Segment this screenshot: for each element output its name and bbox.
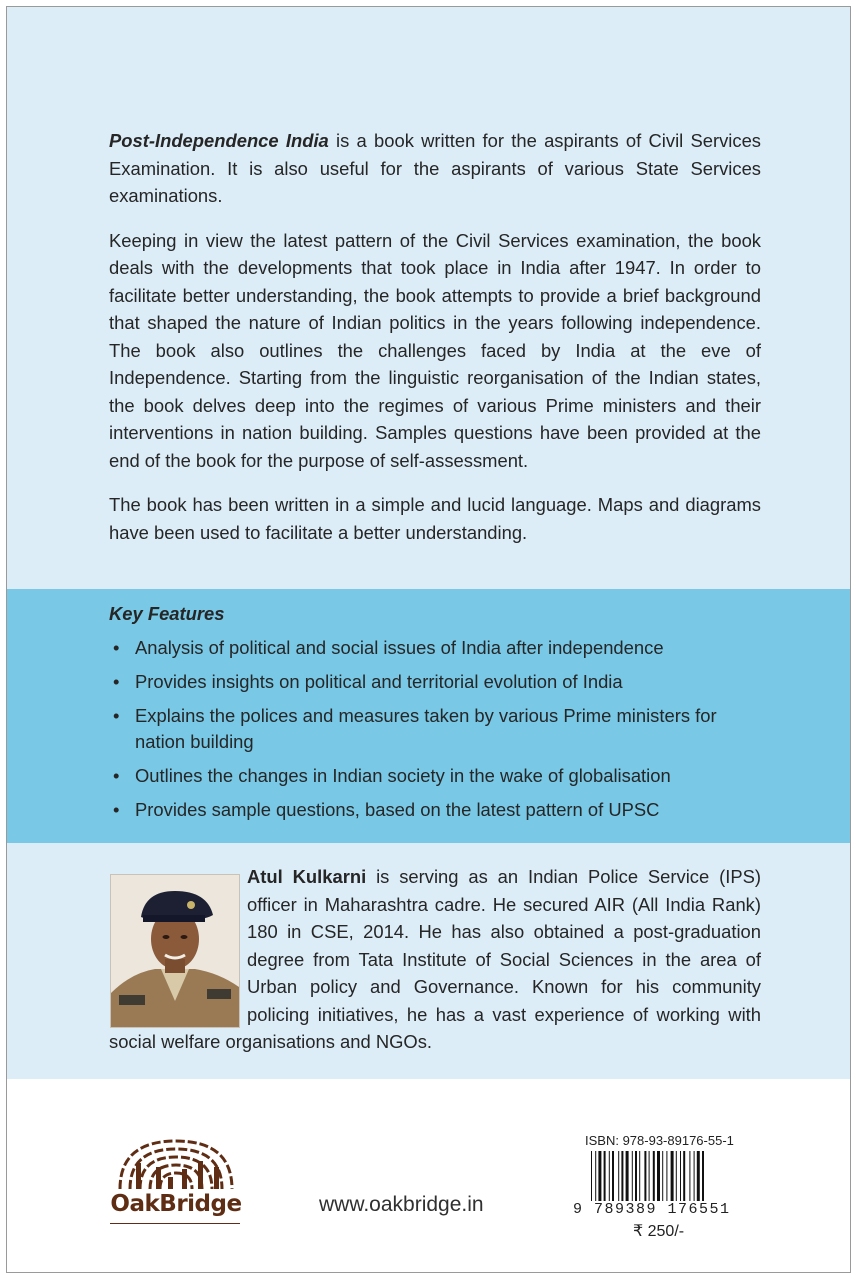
feature-item <box>109 703 759 755</box>
description-paragraph-3: The book has been written in a simple and lucid language. Maps and diagrams have been used to facilitate a better understanding. <box>109 494 761 543</box>
barcode-bar <box>680 1151 681 1201</box>
feature-item-text: Analysis of political and social issues of India after independence <box>135 637 664 658</box>
barcode-bar <box>683 1151 685 1201</box>
barcode-bar <box>604 1151 606 1201</box>
barcode-bar <box>609 1151 610 1201</box>
bullet-icon: • <box>113 765 120 786</box>
description-paragraph-1-rest: is a book written for the aspirants of Civil Services Examination. It is also useful for the aspirants of various State Services examinations. <box>109 130 762 206</box>
feature-item <box>109 669 759 695</box>
barcode-digits: 9 789389 176551 <box>573 1201 731 1218</box>
feature-item <box>109 797 759 823</box>
description-paragraph-1 <box>109 127 761 210</box>
feature-item <box>109 763 759 789</box>
isbn-text: ISBN: 978-93-89176-55-1 <box>585 1133 734 1148</box>
barcode-bar <box>598 1151 601 1201</box>
key-features-heading: Key Features <box>109 603 225 624</box>
feature-item-text: Outlines the changes in Indian society in the wake of globalisation <box>135 765 671 786</box>
barcode-bar <box>639 1151 640 1201</box>
feature-item-text: Explains the polices and measures taken by various Prime ministers for nation building <box>135 705 717 752</box>
feature-item-text: Provides sample questions, based on the latest pattern of UPSC <box>135 799 660 820</box>
barcode-bar <box>694 1151 695 1201</box>
bullet-icon: • <box>113 637 120 658</box>
publisher-logo <box>106 1133 246 1229</box>
author-name: Atul Kulkarni <box>247 866 367 887</box>
book-title: Post-Independence India <box>109 130 329 151</box>
barcode-bar <box>676 1151 677 1201</box>
description-text <box>109 127 761 563</box>
author-bio-text: is serving as an Indian Police Service (IPS) officer in Maharashtra cadre. He secured AIR (All India Rank) 180 in CSE, 2014. He has also obtained a post-graduation degree from Tata Institute of Social Sciences in the area of Urban policy and Governance. Known for his community policing initiatives, he has a vast experience of working with social welfare organisations and NGOs. <box>109 866 761 1052</box>
book-back-cover <box>6 6 851 1273</box>
author-portrait-image <box>111 875 239 1027</box>
barcode-bar <box>635 1151 637 1201</box>
publisher-name: OakBridge <box>110 1191 242 1217</box>
barcode-bar <box>595 1151 596 1201</box>
barcode-bar <box>697 1151 700 1201</box>
tree-rings-icon <box>106 1133 246 1193</box>
description-section <box>7 7 850 589</box>
author-photo <box>110 874 240 1028</box>
key-features-list <box>109 635 759 831</box>
barcode-bar <box>644 1151 646 1201</box>
barcode-bar <box>653 1151 655 1201</box>
bullet-icon: • <box>113 705 120 726</box>
logo-underline <box>110 1223 240 1224</box>
description-paragraph-2: Keeping in view the latest pattern of the Civil Services examination, the book deals with the developments that took place in India after 1947. In order to facilitate better understanding, the book attempts to provide a brief background that shaped the nature of Indian politics in the years following independence. The book also outlines the challenges faced by India at the eve of Independence. Starting from the linguistic reorganisation of the Indian states, the book delves deep into the regimes of various Prime ministers and their interventions in nation building. Samples questions have been provided at the end of the book for the purpose of self-assessment. <box>109 229 761 471</box>
price-label: ₹ 250/- <box>633 1223 685 1240</box>
barcode-bar <box>612 1151 614 1201</box>
bullet-icon: • <box>113 671 120 692</box>
feature-item <box>109 635 759 661</box>
barcode-bar <box>621 1151 623 1201</box>
barcode-bar <box>649 1151 650 1201</box>
barcode-bar <box>662 1151 663 1201</box>
barcode-bar <box>632 1151 633 1201</box>
feature-item-text: Provides insights on political and territorial evolution of India <box>135 671 623 692</box>
barcode-image <box>579 1151 769 1203</box>
barcode-block <box>573 1133 763 1253</box>
barcode-bar <box>591 1151 592 1201</box>
barcode-bar <box>618 1151 619 1201</box>
key-features-section <box>7 589 850 843</box>
barcode-bar <box>657 1151 660 1201</box>
publisher-website: www.oakbridge.in <box>319 1193 484 1216</box>
barcode-bar <box>626 1151 629 1201</box>
barcode-bar <box>702 1151 704 1201</box>
bullet-icon: • <box>113 799 120 820</box>
barcode-bar <box>666 1151 667 1201</box>
author-section <box>7 843 850 1079</box>
barcode-bar <box>671 1151 674 1201</box>
barcode-bar <box>689 1151 690 1201</box>
